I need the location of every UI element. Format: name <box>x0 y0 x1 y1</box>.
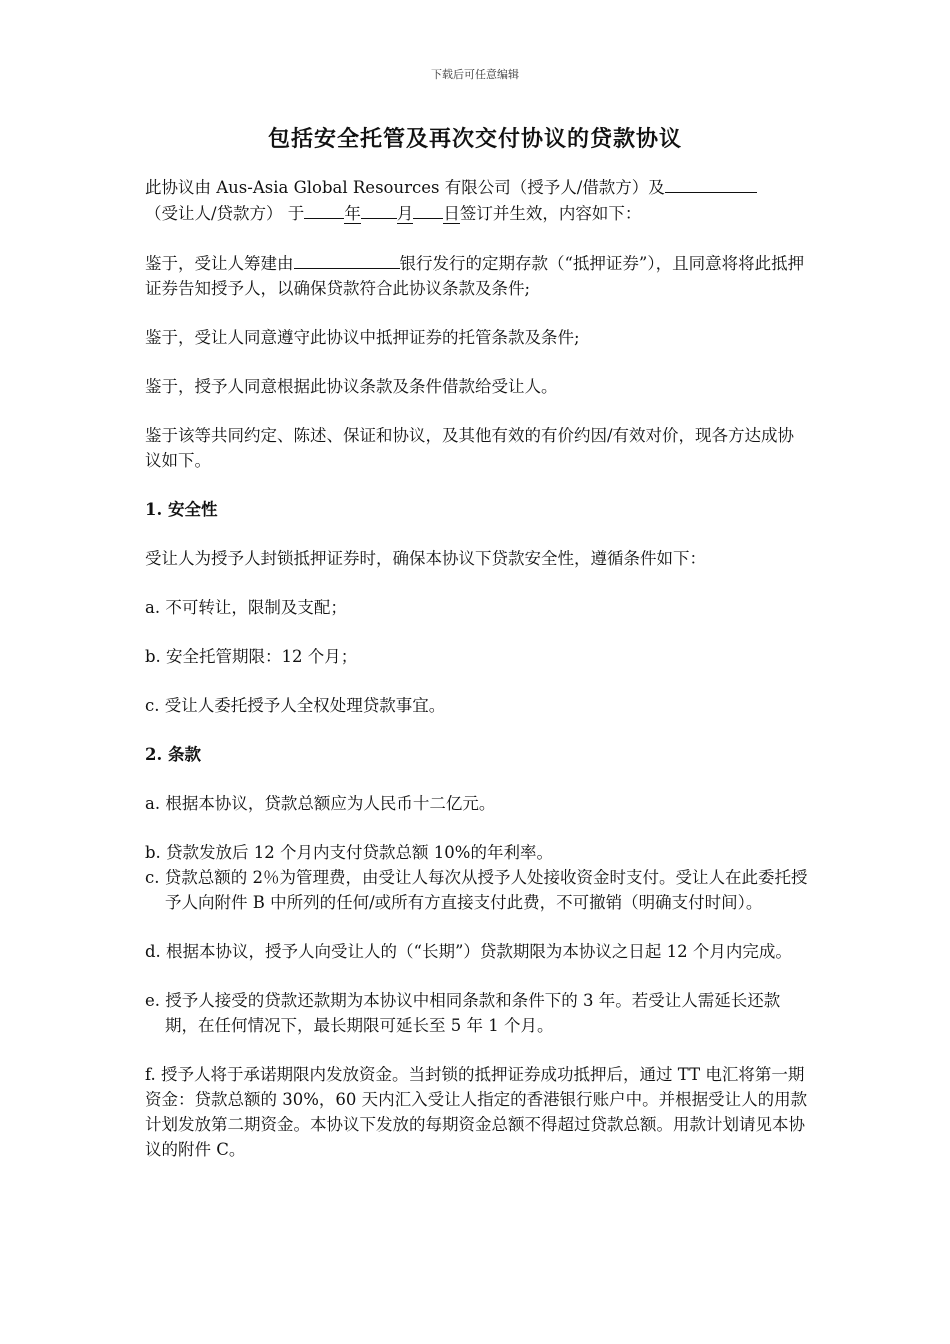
document-title: 包括安全托管及再次交付协议的贷款协议 <box>267 126 682 152</box>
section-2-item-b: b. 贷款发放后 12 个月内支付贷款总额 10%的年利率。 <box>145 843 553 862</box>
section-2-item-e: e. 授予人接受的贷款还款期为本协议中相同条款和条件下的 3 年。若受让人需延长还款期，在任何情况下，最长期限可延长至 5 年 1 个月。 <box>145 991 781 1035</box>
intro-line1: 此协议由 Aus-Asia Global Resources 有限公司（授予人/借款方）及 <box>145 178 665 197</box>
bank-name-blank <box>294 250 400 269</box>
section-2-heading: 2. 条款 <box>145 745 201 764</box>
section-1-heading: 1. 安全性 <box>145 500 218 519</box>
section-2-item-c: c. 贷款总额的 2％为管理费，由受让人每次从授予人处接收资金时支付。受让人在此委托授予人向附件 B 中所列的任何/或所有方直接支付此费，不可撤销（明确支付时间）。 <box>145 868 808 912</box>
section-2-item-f: f. 授予人将于承诺期限内发放资金。当封锁的抵押证券成功抵押后，通过 TT 电汇将第一期资金：贷款总额的 30%，60 天内汇入受让人指定的香港银行账户中。并根据受让人的用款计划发放第二期资金。本协议下发放的每期资金总额不得超过贷款总额。用款计划请见本协议的附件 C。 <box>145 1065 808 1159</box>
document-body <box>145 174 809 1186</box>
day-blank <box>413 200 443 219</box>
recital-1-rest: 银行发行的定期存款（“抵押证券”），且同意将将此抵押证券告知授予人，以确保贷款符合此协议条款及条件; <box>145 254 805 298</box>
intro-line2a: （受让人/贷款方） 于 <box>145 204 305 223</box>
year-label: 年 <box>344 204 361 223</box>
section-1-item-c: c. 受让人委托授予人全权处理贷款事宜。 <box>145 696 446 715</box>
intro-paragraph <box>145 174 809 226</box>
recital-1 <box>145 250 809 301</box>
section-2-item-a: a. 根据本协议，贷款总额应为人民币十二亿元。 <box>145 794 496 813</box>
intro-line2b: 签订并生效，内容如下： <box>459 204 642 223</box>
grantee-name-blank <box>665 174 757 193</box>
recital-2: 鉴于，受让人同意遵守此协议中抵押证券的托管条款及条件; <box>145 328 580 347</box>
page-header-note: 下载后可任意编辑 <box>431 68 519 81</box>
section-1-intro: 受让人为授予人封锁抵押证券时，确保本协议下贷款安全性，遵循条件如下： <box>145 549 706 568</box>
day-label: 日 <box>443 204 460 223</box>
section-1-item-a: a. 不可转让，限制及支配； <box>145 598 347 617</box>
year-blank <box>304 200 344 219</box>
recital-3: 鉴于，授予人同意根据此协议条款及条件借款给受让人。 <box>145 377 558 396</box>
month-label: 月 <box>396 204 414 223</box>
recital-1-start: 鉴于，受让人筹建由 <box>145 254 294 273</box>
section-2-item-d: d. 根据本协议，授予人向受让人的（“长期”）贷款期限为本协议之日起 12 个月内完成。 <box>145 942 792 961</box>
section-1-item-b: b. 安全托管期限：12 个月； <box>145 647 358 666</box>
month-blank <box>361 200 397 219</box>
recital-4: 鉴于该等共同约定、陈述、保证和协议，及其他有效的有价约因/有效对价，现各方达成协议如下。 <box>145 426 795 470</box>
